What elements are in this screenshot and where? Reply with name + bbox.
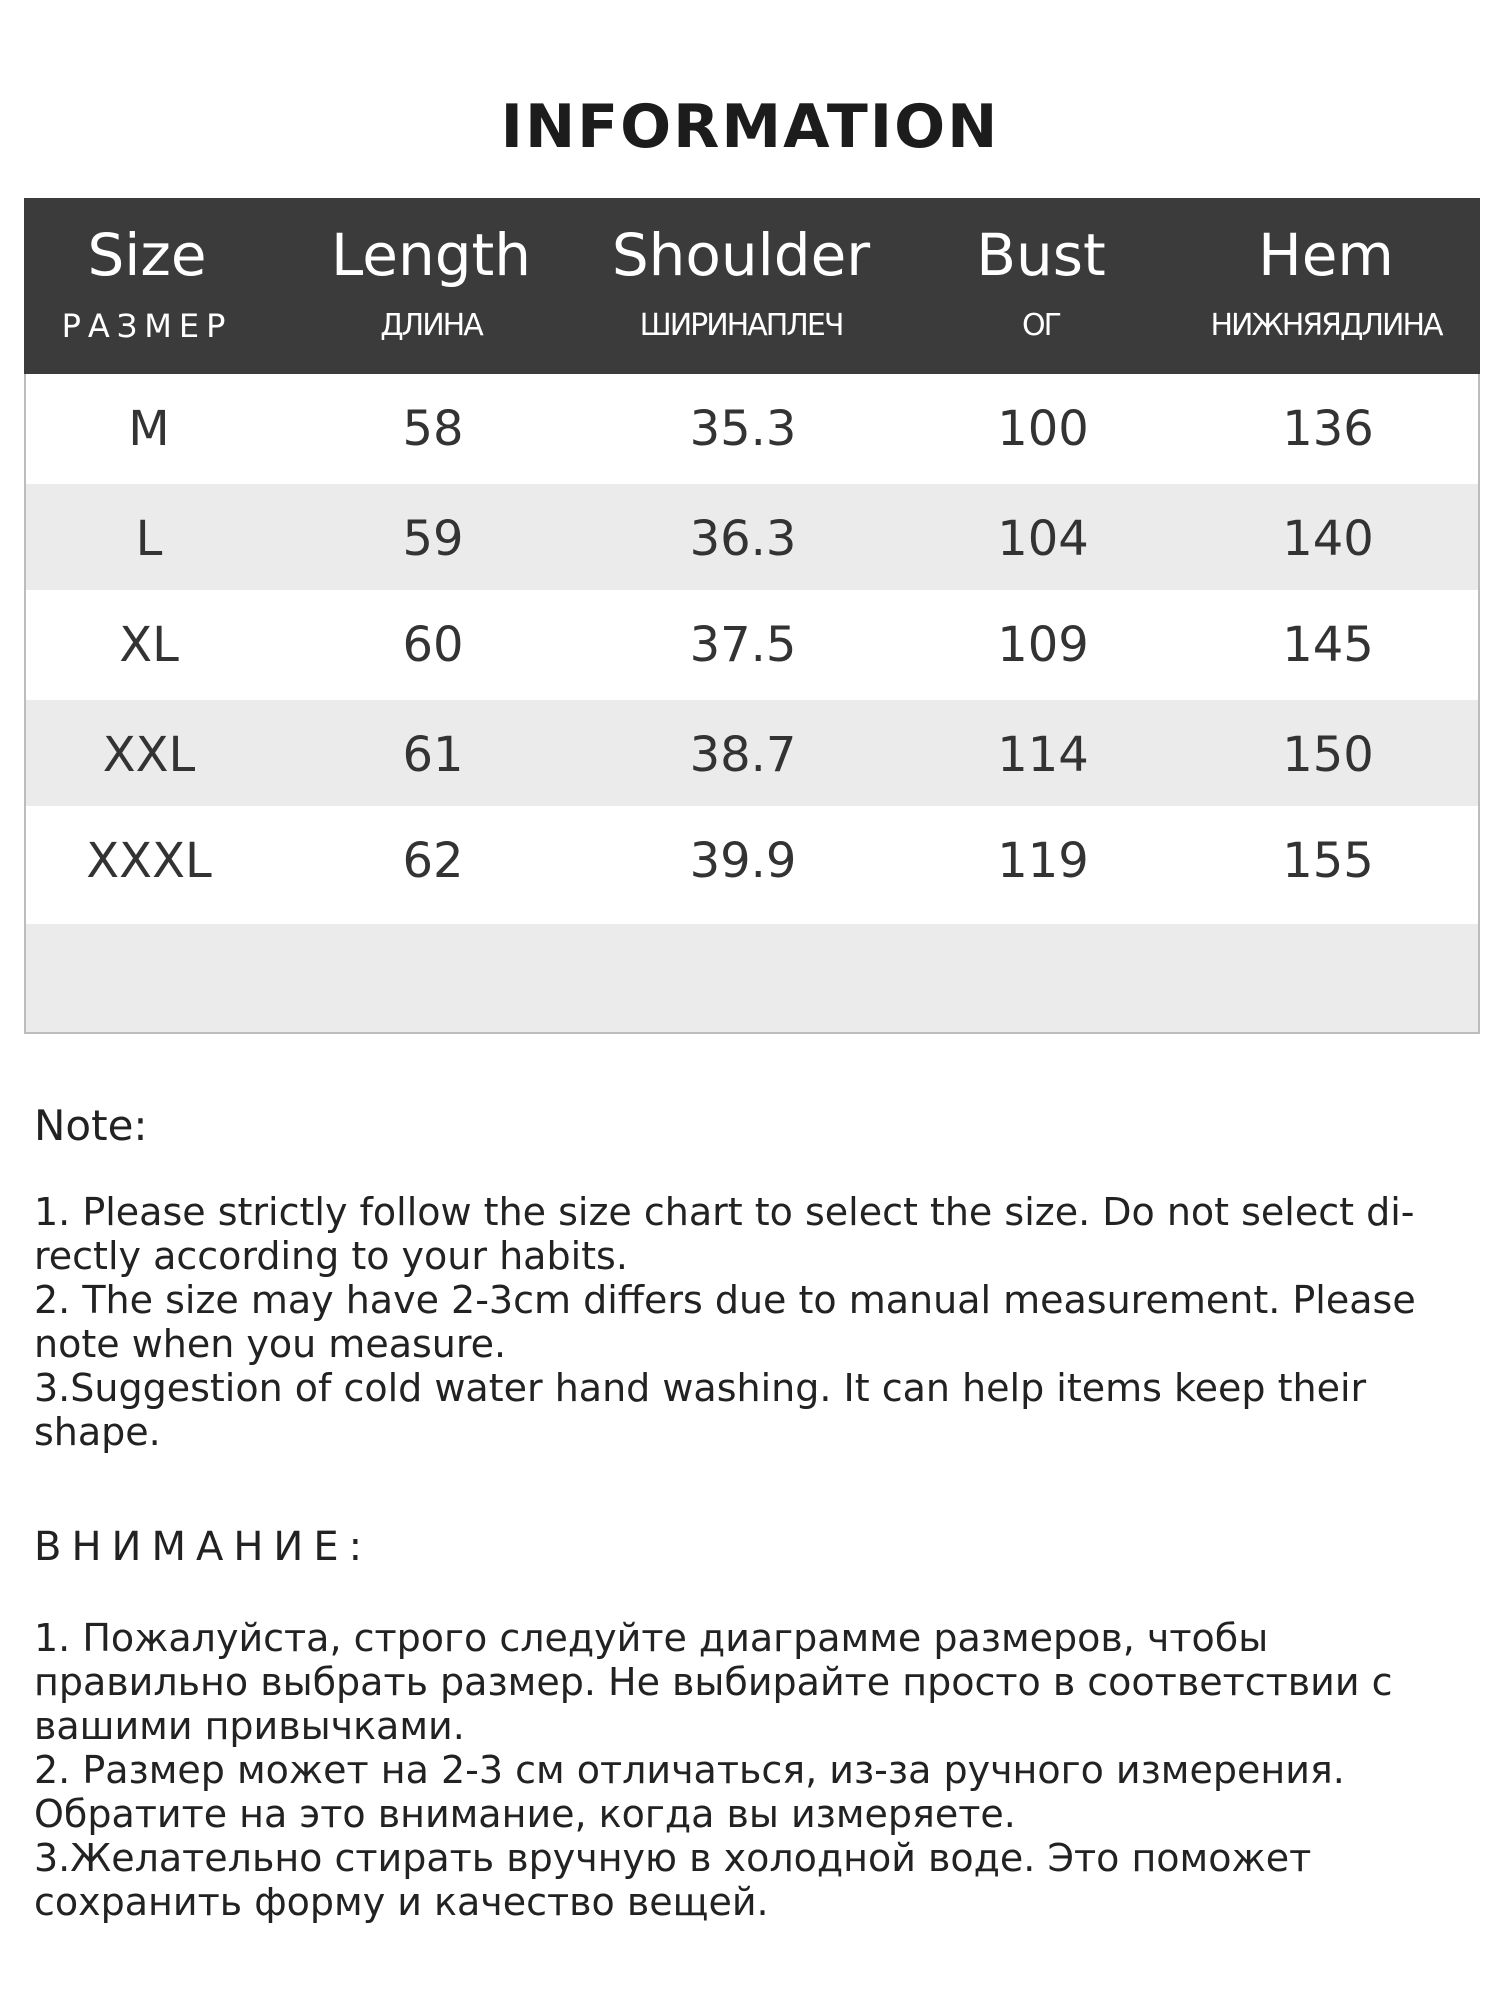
header-hem: Hem [1258,221,1394,289]
header-shoulder: Shoulder [611,221,871,289]
cell-hem: 145 [1282,617,1374,673]
header-hem-ru: НИЖНЯЯДЛИНА [1210,308,1442,343]
cell-hem: 150 [1282,727,1374,783]
attention-list [34,1616,1474,1924]
cell-hem: 155 [1282,833,1374,889]
attention-item: 2. Размер может на 2-3 см отличаться, из-за ручного измерения. Обратите на это внимание, когда вы измеряете. [34,1748,1345,1836]
cell-size: XXL [102,727,196,783]
cell-length: 59 [402,511,464,567]
cell-bust: 109 [997,617,1089,673]
note-item: 2. The size may have 2-3cm differs due to manual measurement. Please note when you measure. [34,1278,1416,1366]
cell-shoulder: 36.3 [689,511,797,567]
cell-shoulder: 35.3 [689,401,797,457]
cell-shoulder: 37.5 [689,617,797,673]
attention-item: 3.Желательно стирать вручную в холодной воде. Это поможет сохранить форму и качество вещей. [34,1836,1312,1924]
cell-hem: 140 [1282,511,1374,567]
header-bust-ru: ОГ [1022,308,1060,343]
cell-size: L [135,511,163,567]
note-list [34,1190,1474,1454]
cell-bust: 114 [997,727,1089,783]
header-length: Length [330,221,532,289]
table-row [26,590,1478,700]
note-item: 1. Please strictly follow the size chart to select the size. Do not select di-rectly according to your habits. [34,1190,1415,1278]
header-shoulder-ru: ШИРИНАПЛЕЧ [639,308,843,343]
size-table [24,198,1480,1034]
cell-bust: 100 [997,401,1089,457]
attention-heading: ВНИМАНИЕ: [34,1524,373,1570]
cell-bust: 104 [997,511,1089,567]
table-row [26,700,1478,806]
note-heading: Note: [34,1101,148,1150]
header-length-ru: ДЛИНА [380,308,482,343]
header-size: Size [87,221,207,289]
cell-length: 61 [402,727,464,783]
table-row [26,484,1478,590]
cell-length: 62 [402,833,464,889]
table-row [26,806,1478,924]
cell-length: 60 [402,617,464,673]
header-size-ru: РАЗМЕР [61,307,233,345]
cell-size: XL [119,617,179,673]
cell-length: 58 [402,401,464,457]
attention-item: 1. Пожалуйста, строго следуйте диаграмме размеров, чтобы правильно выбрать размер. Не выбирайте просто в соответствии с вашими привычками. [34,1616,1393,1748]
cell-size: M [128,401,170,457]
cell-shoulder: 39.9 [689,833,797,889]
table-header [24,198,1480,374]
header-bust: Bust [976,221,1106,289]
cell-shoulder: 38.7 [689,727,797,783]
cell-hem: 136 [1282,401,1374,457]
table-row [26,374,1478,484]
cell-size: XXXL [86,833,212,889]
page-title: INFORMATION [500,92,1000,162]
note-item: 3.Suggestion of cold water hand washing. It can help items keep their shape. [34,1366,1367,1454]
cell-bust: 119 [997,833,1089,889]
